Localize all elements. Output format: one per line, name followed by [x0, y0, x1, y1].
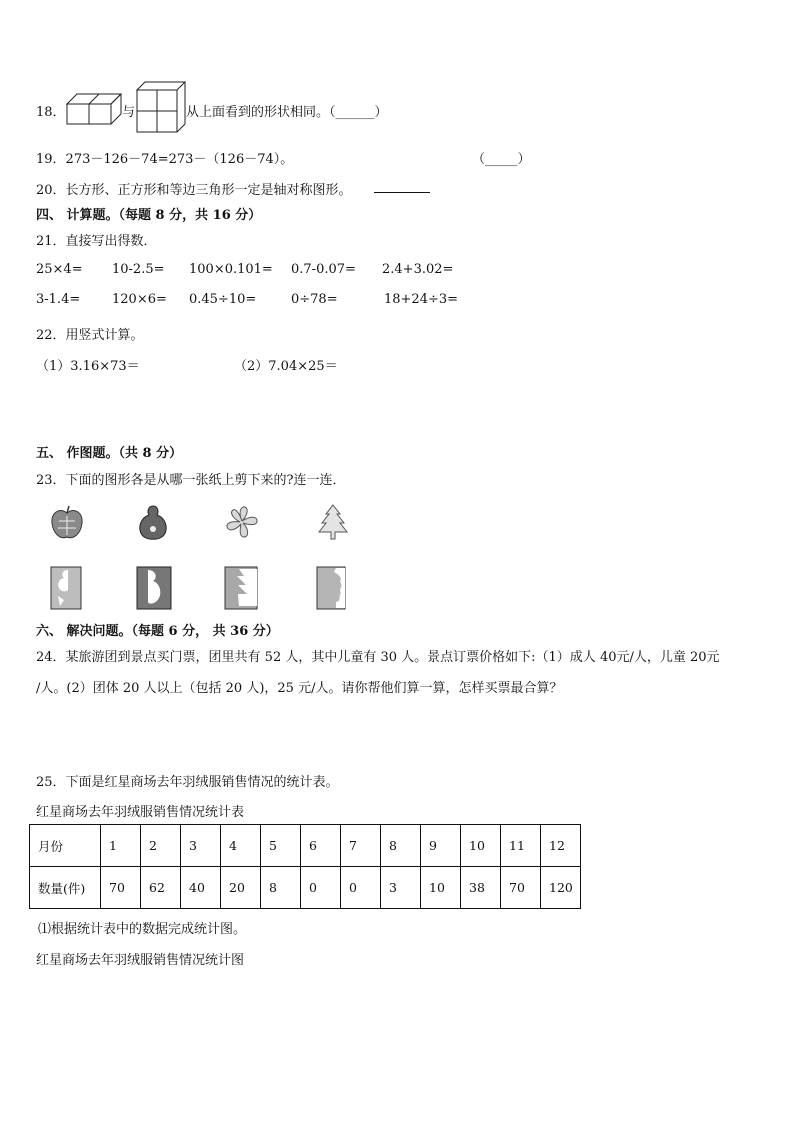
paper-piece-b-icon[interactable] — [136, 566, 172, 610]
table-row-header: 月份 — [30, 825, 101, 867]
q21-item: 0÷78= — [291, 292, 338, 307]
table-row — [30, 867, 581, 909]
table-cell: 10 — [461, 825, 501, 867]
table-cell: 3 — [381, 867, 421, 909]
q21-title: 21．直接写出得数． — [36, 234, 157, 249]
table-cell: 20 — [221, 867, 261, 909]
table-cell: 7 — [341, 825, 381, 867]
apple-shape-icon[interactable] — [49, 505, 85, 541]
table-cell: 10 — [421, 867, 461, 909]
flower-shape-icon[interactable] — [223, 504, 261, 540]
sales-stats-table — [29, 824, 581, 909]
table-cell: 3 — [181, 825, 221, 867]
paper-piece-d-icon[interactable] — [316, 566, 346, 610]
paper-piece-a-icon[interactable] — [50, 566, 82, 610]
table-cell: 11 — [501, 825, 541, 867]
q18-figure-right — [136, 81, 186, 133]
q18-figure-left — [66, 93, 122, 125]
q25-title: 25．下面是红星商场去年羽绒服销售情况的统计表。 — [36, 775, 339, 790]
q21-item: 10-2.5= — [112, 262, 165, 277]
q22-title: 22．用竖式计算。 — [36, 328, 144, 343]
table-cell: 12 — [541, 825, 581, 867]
table-cell: 70 — [101, 867, 141, 909]
q21-item: 3-1.4= — [36, 292, 81, 307]
table-cell: 38 — [461, 867, 501, 909]
table-cell: 4 — [221, 825, 261, 867]
section-4-title: 四、 计算题。（每题 8 分，共 16 分） — [36, 208, 262, 223]
table-cell: 6 — [301, 825, 341, 867]
table-cell: 70 — [501, 867, 541, 909]
table-cell: 120 — [541, 867, 581, 909]
table-cell: 40 — [181, 867, 221, 909]
stats-chart-title: 红星商场去年羽绒服销售情况统计图 — [36, 953, 245, 968]
q21-item: 18+24÷3= — [384, 292, 459, 307]
q21-item: 25×4= — [36, 262, 83, 277]
section-5-title: 五、 作图题。（共 8 分） — [36, 446, 183, 461]
table-cell: 9 — [421, 825, 461, 867]
q21-item: 0.7-0.07= — [291, 262, 356, 277]
q21-item: 2.4+3.02= — [382, 262, 454, 277]
q23-title: 23．下面的图形各是从哪一张纸上剪下来的?连一连． — [36, 473, 346, 488]
q19-answer-blank[interactable]: （_____） — [472, 152, 531, 167]
q20-answer-blank[interactable] — [374, 192, 430, 193]
q21-item: 0.45÷10= — [189, 292, 257, 307]
gourd-shape-icon[interactable] — [137, 503, 169, 541]
table-cell: 8 — [261, 867, 301, 909]
q21-item: 100×0.101= — [189, 262, 273, 277]
tree-shape-icon[interactable] — [316, 503, 350, 541]
table-cell: 0 — [341, 867, 381, 909]
stats-table-title: 红星商场去年羽绒服销售情况统计表 — [36, 805, 245, 820]
table-cell: 8 — [381, 825, 421, 867]
q18-number: 18． — [36, 105, 66, 120]
table-cell: 2 — [141, 825, 181, 867]
table-cell: 0 — [301, 867, 341, 909]
q20-text: 20．长方形、正方形和等边三角形一定是轴对称图形。 — [36, 183, 352, 198]
section-6-title: 六、 解决问题。（每题 6 分， 共 36 分） — [36, 624, 279, 639]
table-row — [30, 825, 581, 867]
q19-text: 19．273－126－74=273－（126－74）。 — [36, 152, 294, 167]
q22-part-2: （2）7.04×25＝ — [234, 359, 338, 374]
q22-part-1: （1）3.16×73＝ — [36, 359, 140, 374]
paper-piece-c-icon[interactable] — [224, 566, 258, 610]
q18-text: 从上面看到的形状相同。（______） — [186, 105, 388, 120]
table-row-header: 数量(件) — [30, 867, 101, 909]
q24-line-2: /人。(2）团体 20 人以上（包括 20 人)，25 元/人。请你帮他们算一算，怎样买票最合算？ — [36, 681, 563, 696]
table-cell: 62 — [141, 867, 181, 909]
q25-sub-question-1: ⑴根据统计表中的数据完成统计图。 — [38, 922, 247, 937]
table-cell: 1 — [101, 825, 141, 867]
q18-connector: 与 — [122, 105, 136, 120]
table-cell: 5 — [261, 825, 301, 867]
q24-line-1: 24．某旅游团到景点买门票，团里共有 52 人，其中儿童有 30 人。景点订票价格如下:（1）成人 40元/人，儿童 20元 — [36, 650, 720, 665]
q21-item: 120×6= — [112, 292, 167, 307]
